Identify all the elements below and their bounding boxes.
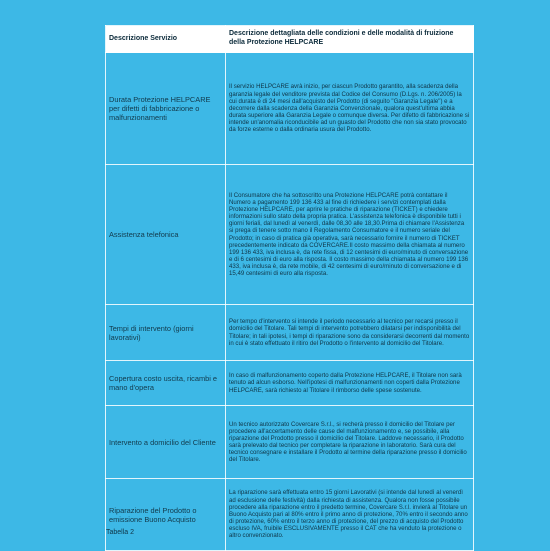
row-label-phone-support: Assistenza telefonica	[106, 165, 226, 305]
row-label-response-time: Tempi di intervento (giorni lavorativi)	[106, 305, 226, 361]
table-row-cost-coverage	[106, 361, 474, 406]
row-text-response-time: Per tempo d'intervento si intende il periodo necessario al tecnico per recarsi presso il domicilio del Titolare. Tali tempi di intervento potrebbero dilatarsi per indisponibilità del Titolare; in tali ipotesi, i tempi di riparazione sono da considerarsi decorrenti dal momento in cui è stato effettuato il ritiro del Prodotto o l'intervento al domicilio del Titolare.	[226, 305, 474, 361]
table-row-repair-voucher	[106, 479, 474, 551]
table-row-home-service	[106, 406, 474, 479]
table-row-duration	[106, 53, 474, 165]
row-label-repair-voucher: Riparazione del Prodotto o emissione Buono Acquisto	[106, 479, 226, 551]
row-label-cost-coverage: Copertura costo uscita, ricambi e mano d'opera	[106, 361, 226, 406]
row-label-home-service: Intervento a domicilio del Cliente	[106, 406, 226, 479]
row-text-phone-support: Il Consumatore che ha sottoscritto una Protezione HELPCARE potrà contattare il Numero a pagamento 199 136 433 al fine di richiedere i servizi contemplati dalla Protezione HELPCARE, per aprire le pratiche di riparazione (TICKET) e chiedere informazioni sullo stato della propria pratica. L'assistenza telefonica è disponibile tutti i giorni feriali, dal lunedì al venerdì, dalle 08,30 alle 18,30.Prima di chiamare l'Assistenza si prega di tenere sotto mano il Regolamento Consumatore e il numero seriale del Prodotto; in caso di pratica già operativa, sarà necessario fornire il numero di TICKET precedentemente indicato da COVERCARE.Il costo massimo della chiamata al numero 199 136 433, iva inclusa è, da rete fissa, di 12 centesimi di euro/minuto di conversazione e di 6 centesimi di euro alla risposta. Il costo massimo della chiamata al numero 199 136 433, iva inclusa è, da rete mobile, di 42 centesimi di euro/minuto di conversazione e di 15,49 centesimi di euro alla risposta.	[226, 165, 474, 305]
table-header-row	[106, 26, 474, 53]
header-detailed-description: Descrizione dettagliata delle condizioni e delle modalità di fruizione della Protezione HELPCARE	[226, 26, 474, 53]
service-table	[105, 25, 474, 551]
header-service-description: Descrizione Servizio	[106, 26, 226, 53]
row-text-repair-voucher: La riparazione sarà effettuata entro 15 giorni Lavorativi (si intende dal lunedì al venerdì ad esclusione delle festività) dalla richiesta di assistenza. Qualora non fosse possibile procedere alla riparazione entro il predetto termine, Covercare S.r.l. invierà al Titolare un Buono Acquisto pari al 80% entro il primo anno di protezione, 70% entro il secondo anno di protezione, 60% entro il terzo anno di protezione, del prezzo di acquisto del Prodotto escluso IVA, fruibile ESCLUSIVAMENTE presso il CAT che ha venduto la protezione o altro convenzionato.	[226, 479, 474, 551]
table-row-phone-support	[106, 165, 474, 305]
row-text-cost-coverage: In caso di malfunzionamento coperto dalla Protezione HELPCARE, il Titolare non sarà tenuto ad alcun esborso. Nell'ipotesi di malfunzionamenti non coperti dalla Protezione HELPCARE, sarà richiesto al Titolare il rimborso delle spese sostenute.	[226, 361, 474, 406]
row-text-duration: Il servizio HELPCARE avrà inizio, per ciascun Prodotto garantito, alla scadenza della garanzia legale del venditore prevista dal Codice del Consumo (D.Lgs. n. 206/2005) la cui durata è di 24 mesi dall'acquisto del Prodotto (di seguito "Garanzia Legale") e a decorrere dalla scadenza della Garanzia Convenzionale, qualora quest'ultima abbia durata superiore alla Garanzia Legale o comunque diversa. Per difetto di fabbricazione si intende un'anomalia riconducibile ad un guasto del Prodotto che non sia stato provocato da forze esterne o dalla ordinaria usura del Prodotto.	[226, 53, 474, 165]
row-label-duration: Durata Protezione HELPCARE per difetti di fabbricazione o malfunzionamenti	[106, 53, 226, 165]
table-row-response-time	[106, 305, 474, 361]
table-caption: Tabella 2	[106, 529, 135, 536]
row-text-home-service: Un tecnico autorizzato Covercare S.r.l., si recherà presso il domicilio del Titolare per procedere all'accertamento delle cause del malfunzionamento e, se possibile, alla riparazione del Prodotto presso il domicilio del Titolare. Laddove necessario, il Prodotto sarà prelevato dal tecnico per completare la riparazione in laboratorio. Sarà cura del tecnico consegnare e installare il Prodotto al termine della riparazione presso il domicilio del Titolare.	[226, 406, 474, 479]
